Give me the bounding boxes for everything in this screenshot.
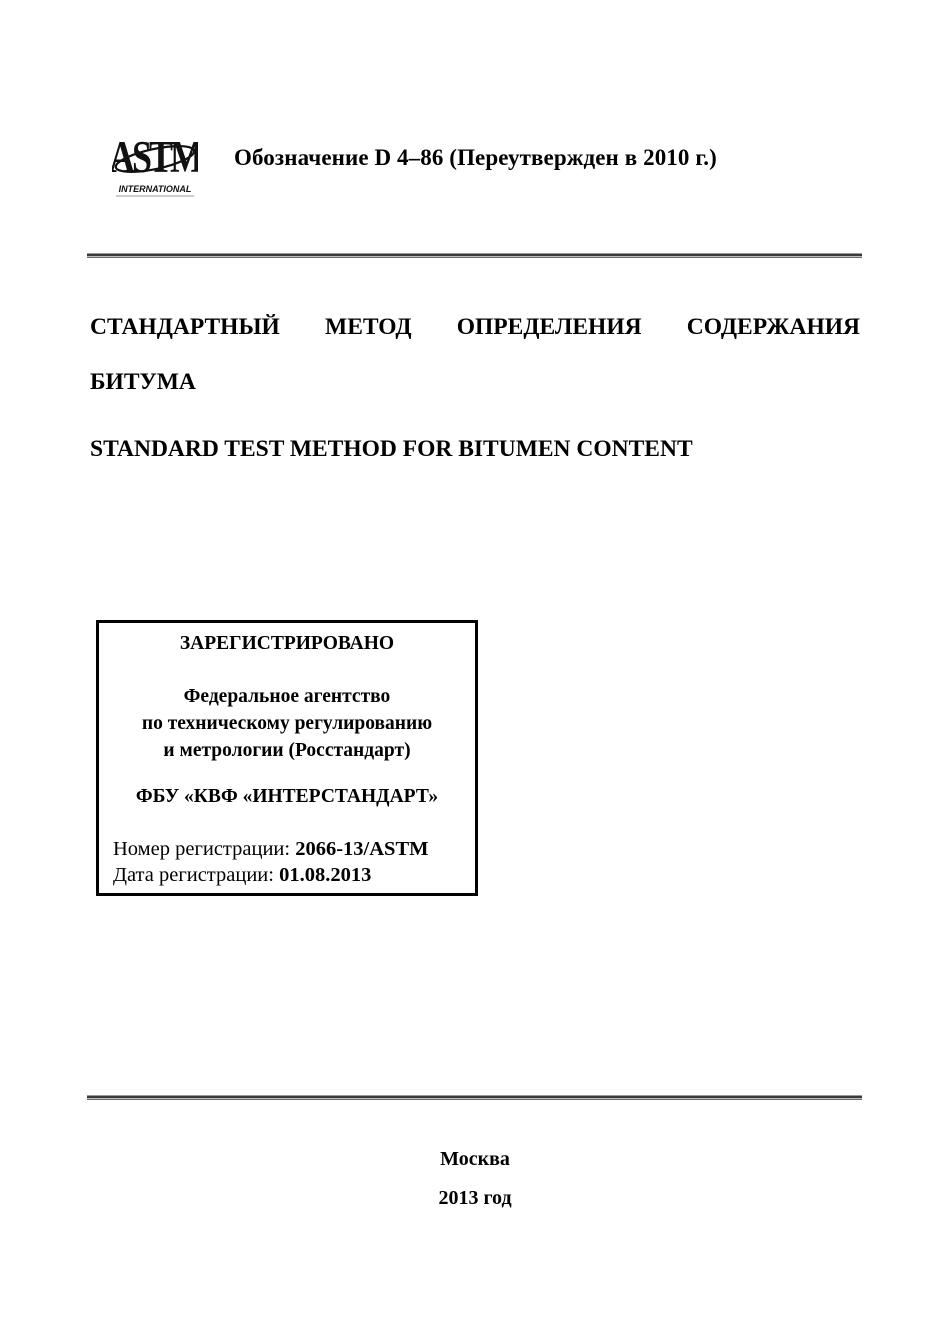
divider-bottom — [87, 1095, 862, 1100]
registration-date — [113, 862, 428, 888]
registration-date-label: Дата регистрации: — [113, 864, 280, 886]
title-russian-line-2: БИТУМА — [90, 369, 196, 395]
svg-text:ASTM: ASTM — [112, 132, 198, 183]
title-word: СОДЕРЖАНИЯ — [686, 314, 860, 340]
title-russian — [90, 300, 860, 410]
divider-top — [87, 253, 862, 258]
title-english: STANDARD TEST METHOD FOR BITUMEN CONTENT — [90, 436, 693, 462]
agency-line: Федеральное агентство — [183, 686, 391, 707]
registration-stamp — [96, 620, 478, 896]
registration-date-value: 01.08.2013 — [279, 864, 372, 886]
title-russian-line-1 — [90, 300, 860, 355]
agency-line: по техническому регулированию — [141, 713, 433, 734]
publication-city: Москва — [440, 1148, 510, 1170]
document-designation: Обозначение D 4–86 (Переутвержден в 2010 г.) — [234, 145, 717, 170]
svg-text:INTERNATIONAL: INTERNATIONAL — [118, 184, 192, 194]
registration-organization: ФБУ «КВФ «ИНТЕРСТАНДАРТ» — [135, 786, 439, 807]
astm-international-logo-icon — [112, 126, 198, 200]
agency-line: и метрологии (Росстандарт) — [163, 740, 411, 761]
title-word: СТАНДАРТНЫЙ — [90, 314, 280, 340]
publication-year: 2013 год — [438, 1187, 512, 1209]
registration-number-value: 2066-13/ASTM — [295, 838, 429, 860]
registration-details — [113, 836, 428, 888]
registration-agency — [99, 683, 475, 764]
registration-heading: ЗАРЕГИСТРИРОВАНО — [179, 633, 395, 654]
title-word: МЕТОД — [325, 314, 412, 340]
registration-number — [113, 836, 428, 862]
registration-number-label: Номер регистрации: — [113, 838, 296, 860]
title-word: ОПРЕДЕЛЕНИЯ — [456, 314, 642, 340]
